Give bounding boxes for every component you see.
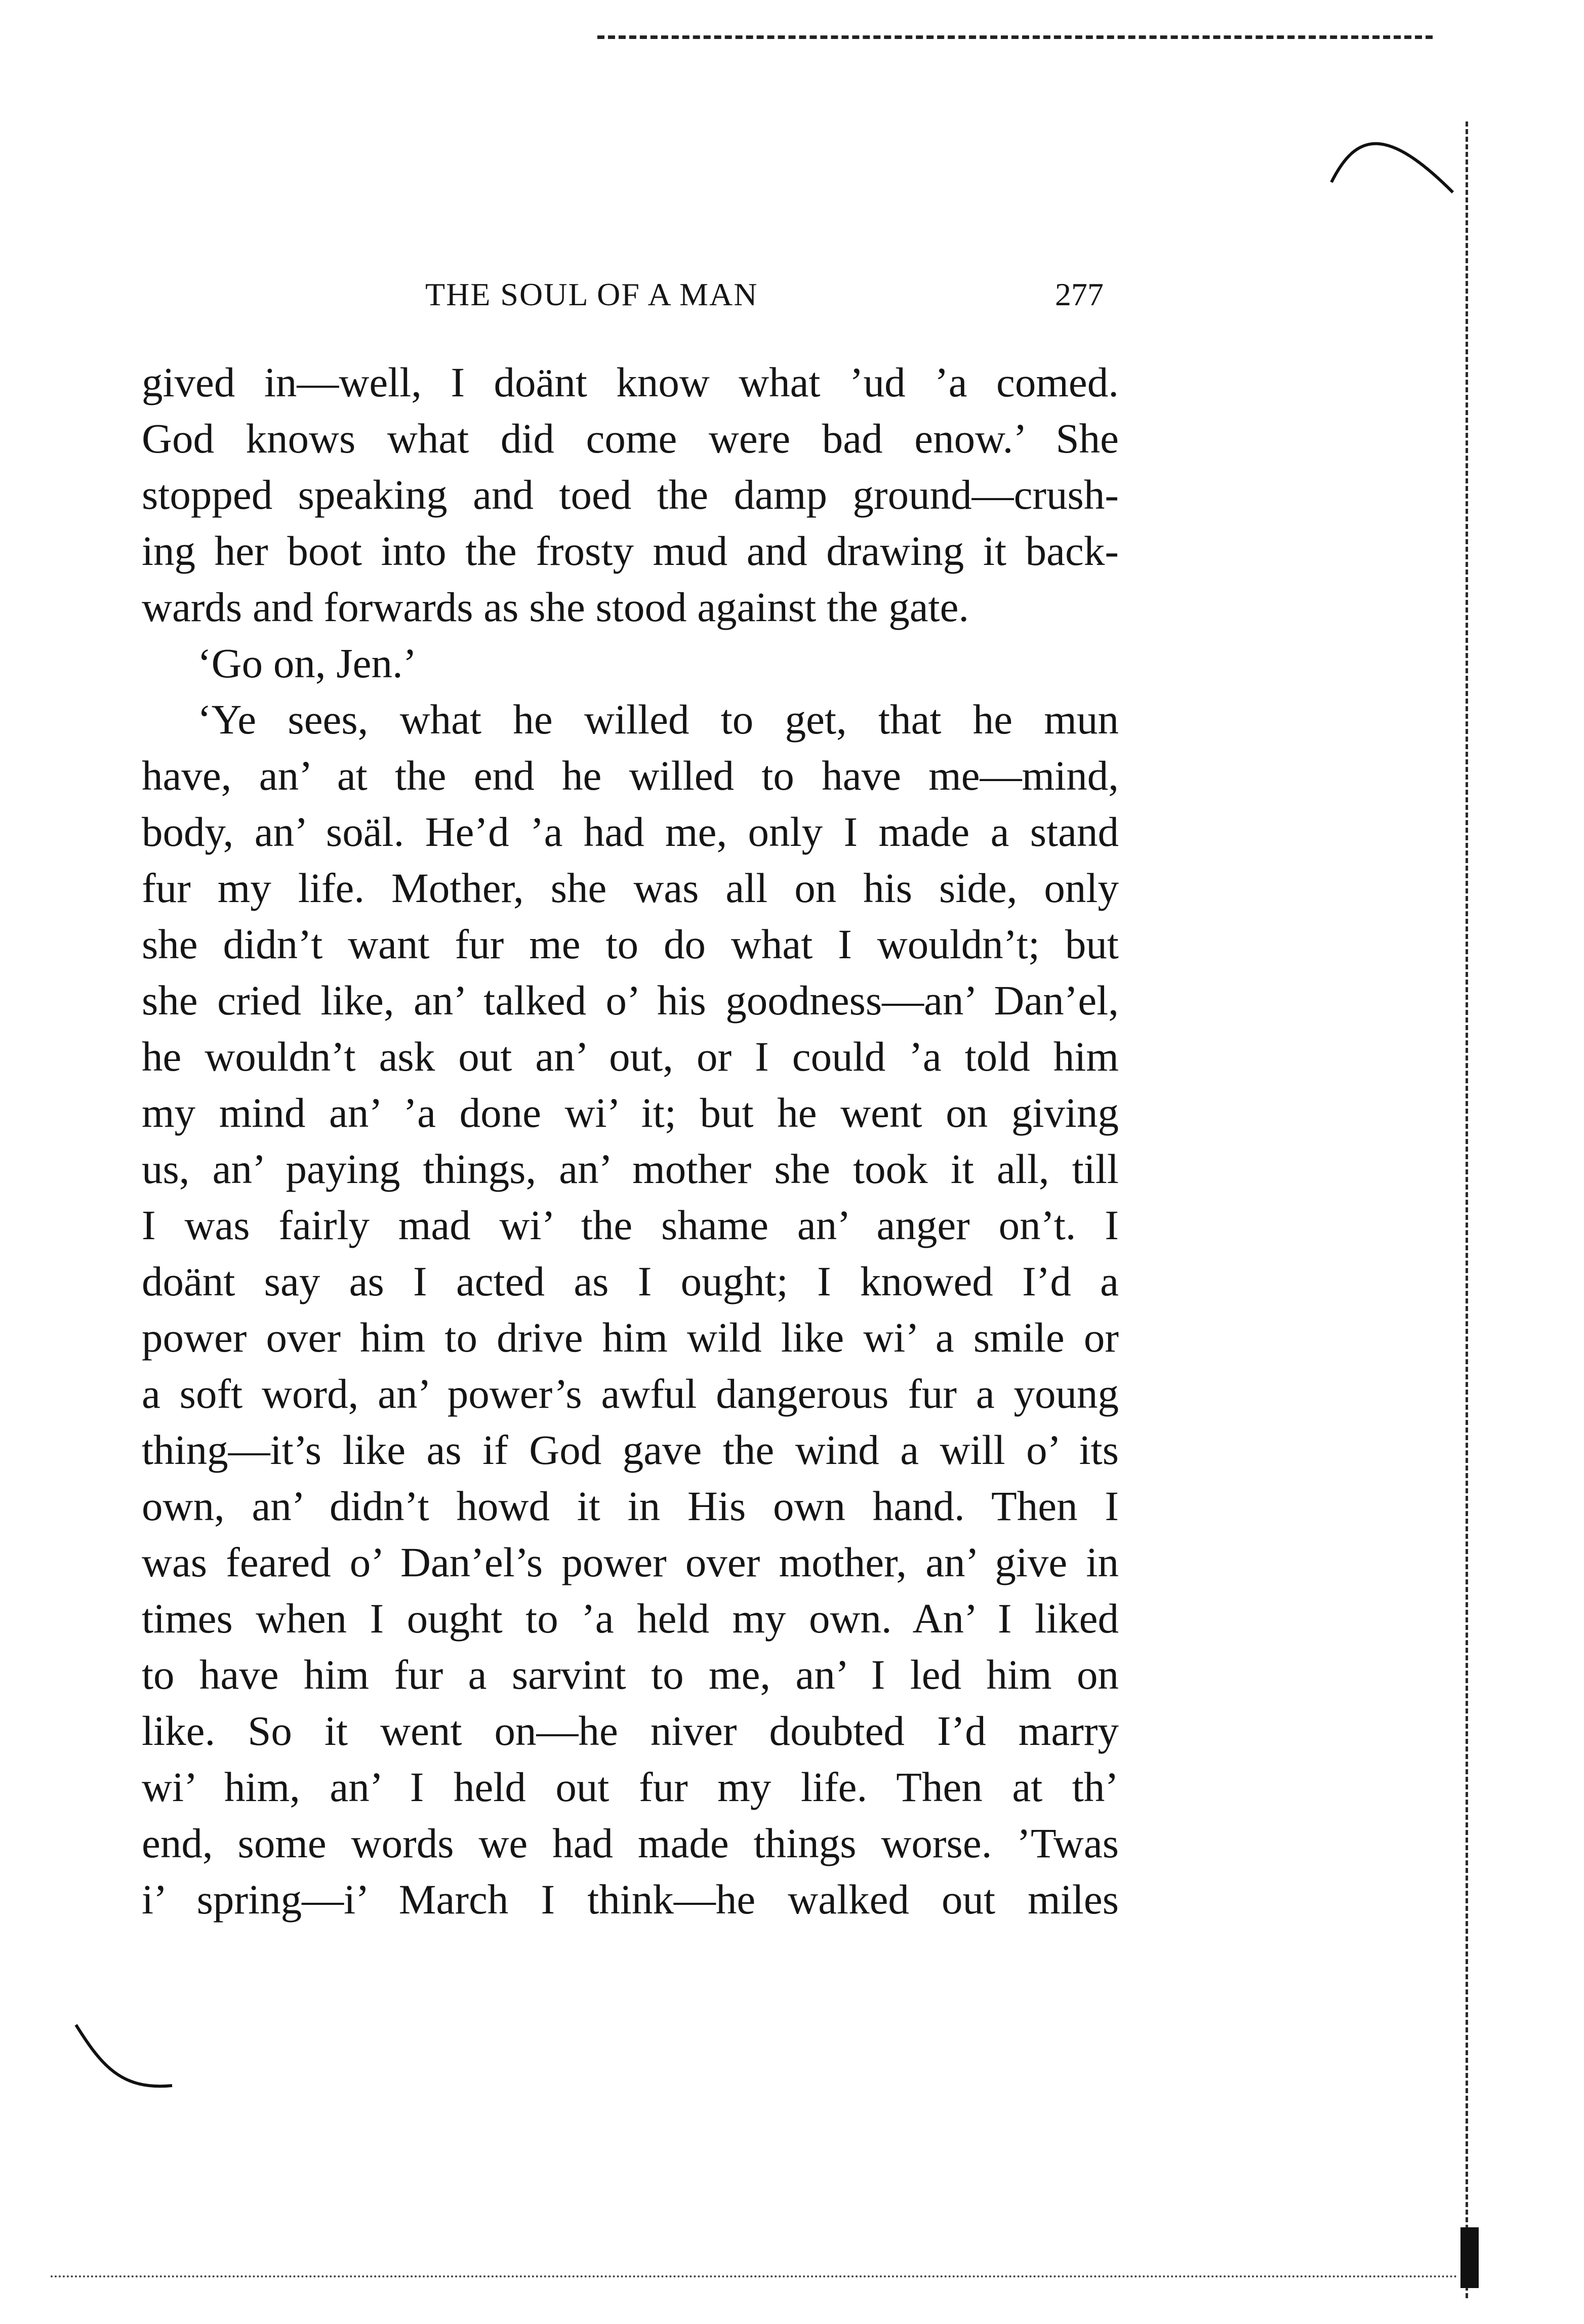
- scan-edge-top: [597, 35, 1433, 39]
- running-head: THE SOUL OF A MAN: [425, 276, 758, 312]
- text-line: body, an’ soäl. He’d ’a had me, only I made a stand: [142, 808, 1119, 855]
- page-header: [142, 276, 1104, 321]
- text-line: ‘Go on, Jen.’: [197, 640, 417, 686]
- text-line: he wouldn’t ask out an’ out, or I could ’a told him: [142, 1033, 1119, 1080]
- text-line: times when I ought to ’a held my own. An’ I liked: [142, 1595, 1119, 1642]
- text-line: a soft word, an’ power’s awful dangerous fur a young: [142, 1370, 1119, 1417]
- text-line: thing—it’s like as if God gave the wind a will o’ its: [142, 1426, 1119, 1473]
- text-line: like. So it went on—he niver doubted I’d marry: [142, 1707, 1119, 1754]
- text-line: power over him to drive him wild like wi’ a smile or: [142, 1314, 1119, 1361]
- scan-curve-mark-top: [1326, 127, 1458, 208]
- text-line: she cried like, an’ talked o’ his goodness—an’ Dan’el,: [142, 977, 1119, 1024]
- page-number: 277: [1055, 276, 1104, 312]
- text-line: wi’ him, an’ I held out fur my life. Then at th’: [142, 1764, 1119, 1810]
- text-line: ‘Ye sees, what he willed to get, that he mun: [197, 696, 1119, 743]
- text-line: wards and forwards as she stood against the gate.: [142, 584, 969, 630]
- text-line: own, an’ didn’t howd it in His own hand. Then I: [142, 1483, 1119, 1529]
- text-line: she didn’t want fur me to do what I wouldn’t; but: [142, 921, 1119, 967]
- text-line: ing her boot into the frosty mud and drawing it back-: [142, 527, 1119, 574]
- text-line: was feared o’ Dan’el’s power over mother, an’ give in: [142, 1539, 1119, 1585]
- text-line: stopped speaking and toed the damp ground—crush-: [142, 471, 1119, 518]
- text-line: gived in—well, I doänt know what ’ud ’a comed.: [142, 359, 1119, 405]
- scan-edge-bottom: [51, 2275, 1458, 2277]
- text-line: end, some words we had made things worse. ’Twas: [142, 1820, 1119, 1866]
- body-text: [142, 354, 1119, 1928]
- text-line: to have him fur a sarvint to me, an’ I led him on: [142, 1651, 1119, 1698]
- text-line: i’ spring—i’ March I think—he walked out miles: [142, 1876, 1119, 1923]
- scan-curve-mark-bottom: [71, 2020, 182, 2101]
- text-line: my mind an’ ’a done wi’ it; but he went on giving: [142, 1089, 1119, 1136]
- scan-corner-mark: [1460, 2227, 1479, 2288]
- text-line: us, an’ paying things, an’ mother she took it all, till: [142, 1146, 1119, 1192]
- text-line: fur my life. Mother, she was all on his side, only: [142, 865, 1119, 911]
- text-line: have, an’ at the end he willed to have me—mind,: [142, 752, 1119, 799]
- scan-edge-right: [1466, 121, 1473, 2298]
- text-line: God knows what did come were bad enow.’ She: [142, 415, 1119, 462]
- text-line: I was fairly mad wi’ the shame an’ anger on’t. I: [142, 1202, 1119, 1248]
- text-line: doänt say as I acted as I ought; I knowed I’d a: [142, 1258, 1119, 1304]
